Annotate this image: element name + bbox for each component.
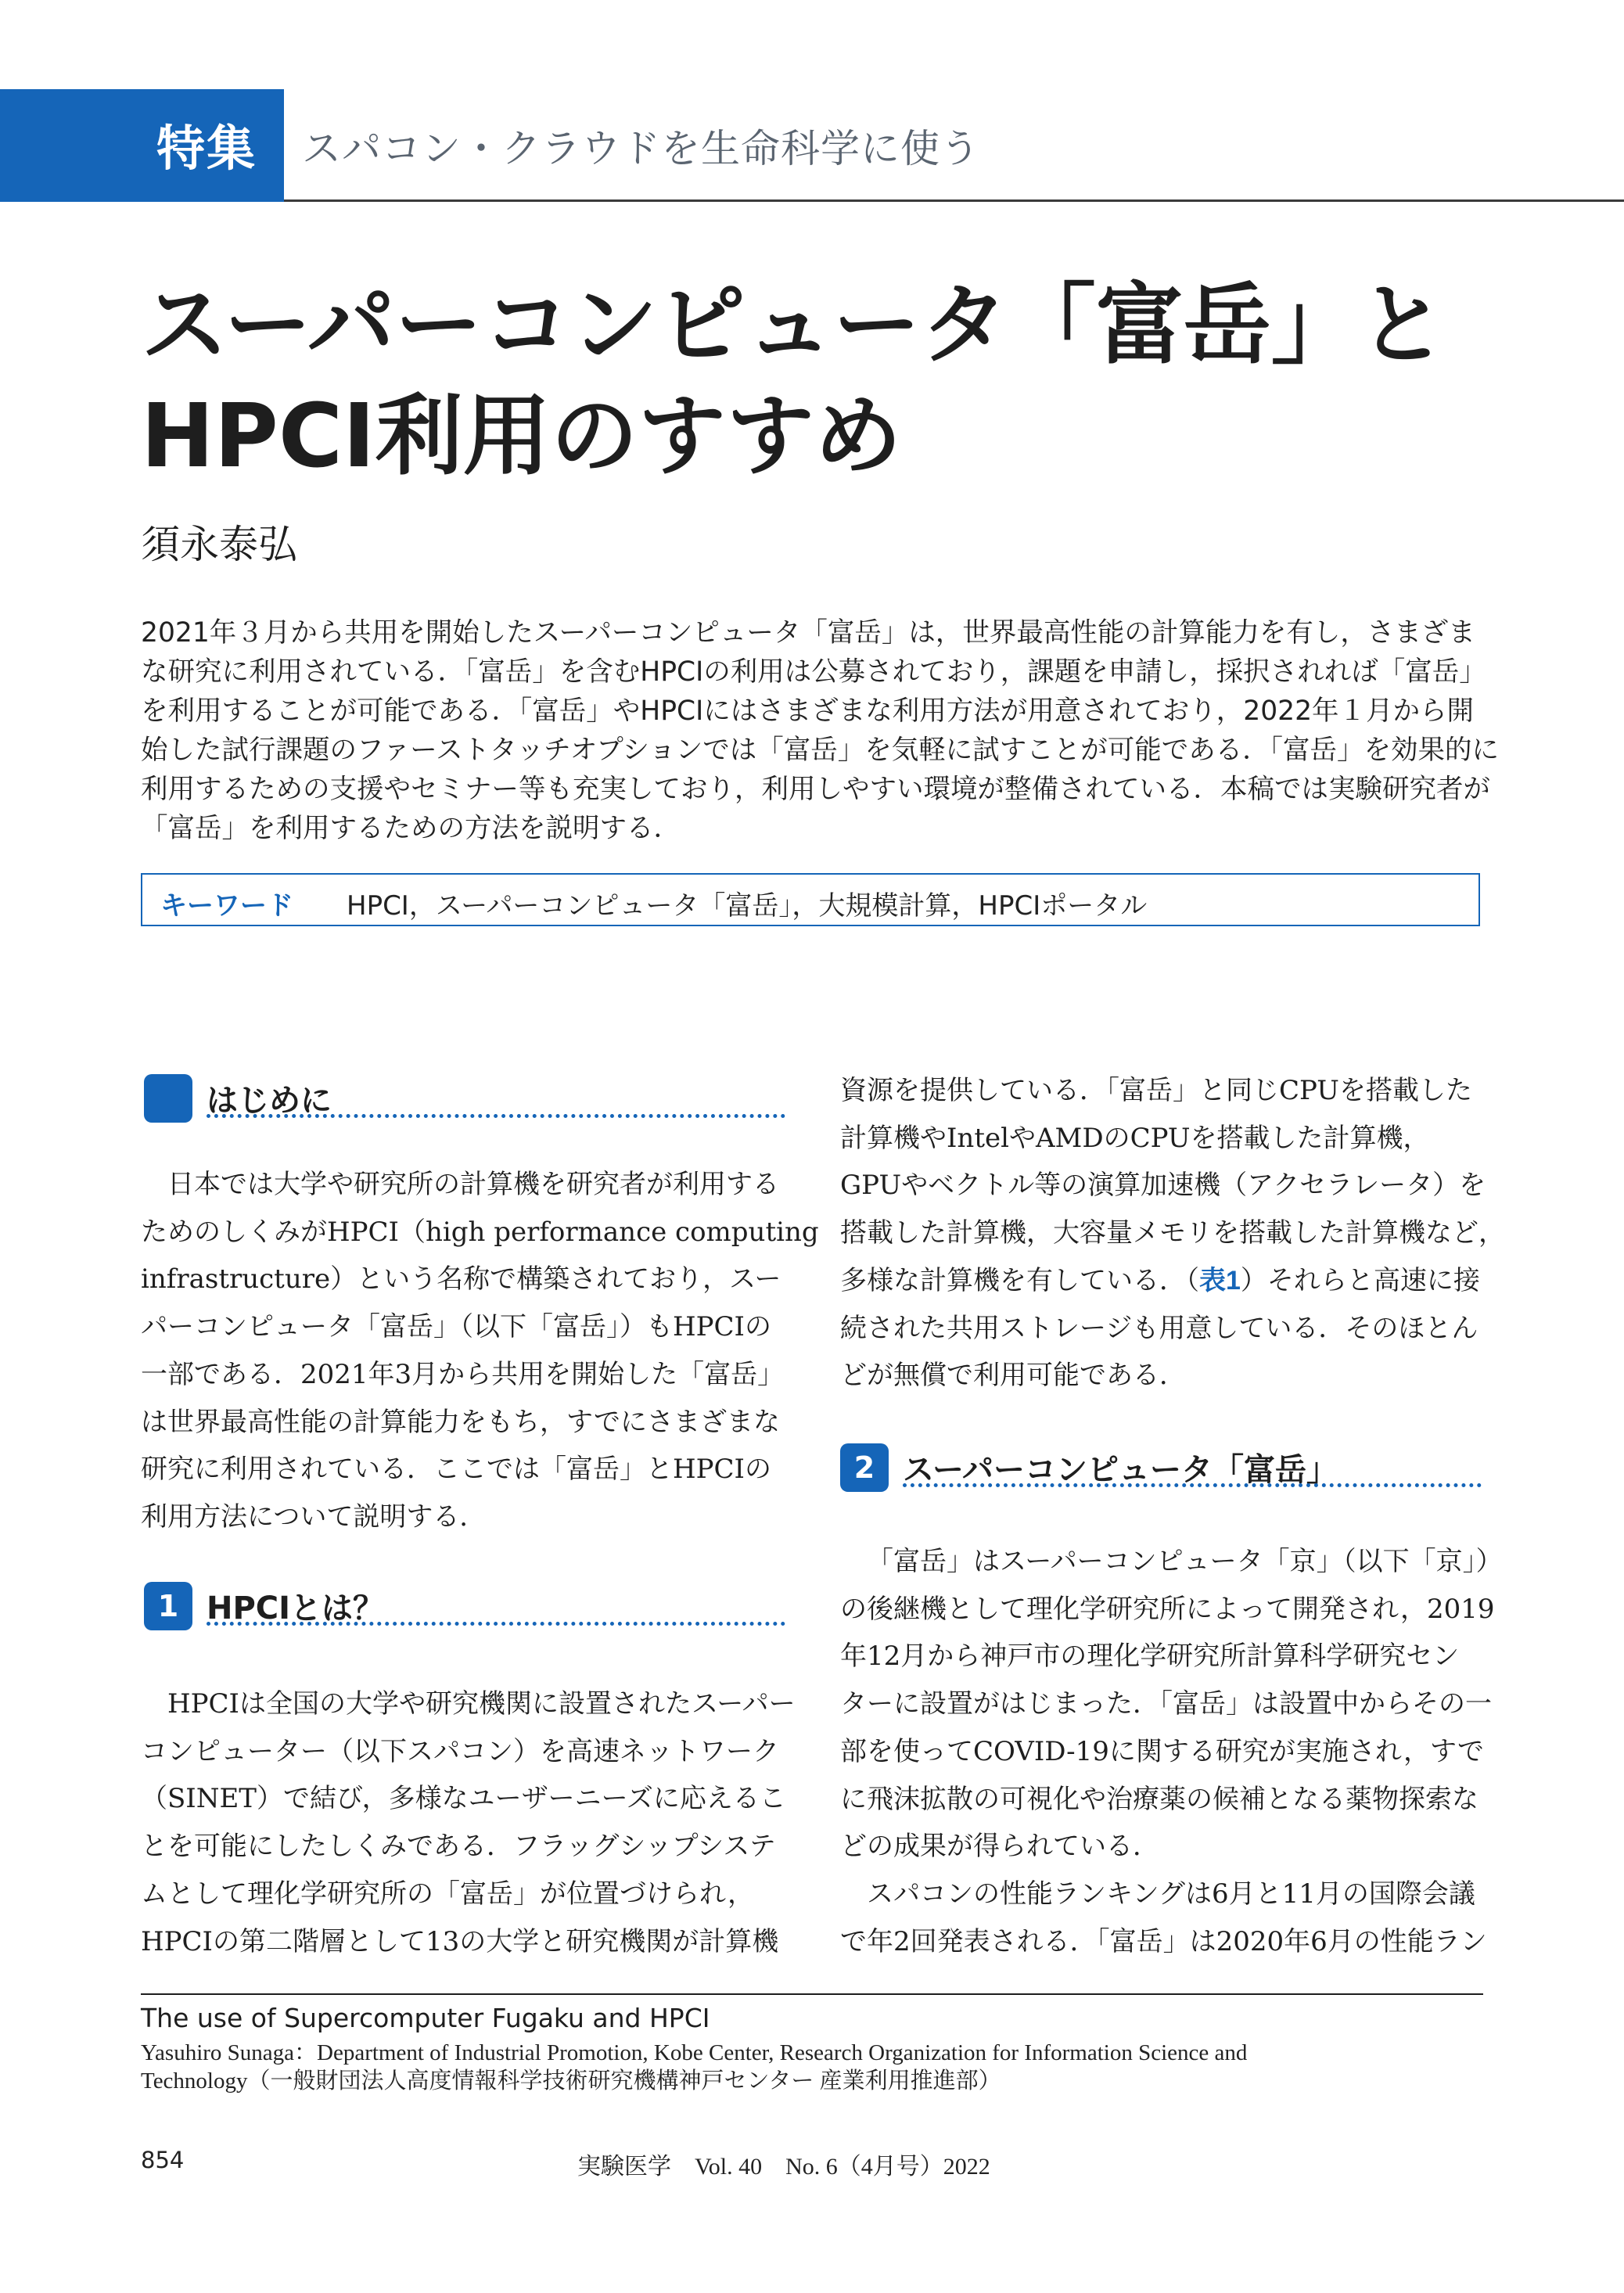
body-line: （SINET）で結び，多様なユーザーニーズに応えるこ [141, 1783, 786, 1815]
body-line: 研究に利用されている．ここでは「富岳」とHPCIの [141, 1454, 771, 1486]
abstract-line: 2021年３月から共用を開始したスーパーコンピュータ「富岳」は，世界最高性能の計算能力を有し，さまざま [141, 617, 1475, 649]
author-name: 須永泰弘 [141, 522, 297, 567]
article-title-line: HPCI利用のすすめ [141, 386, 902, 487]
section-underline-2 [903, 1483, 1482, 1487]
abstract-line: を利用することが可能である．「富岳」やHPCIにはさまざまな利用方法が用意されており，2022年１月から開 [141, 695, 1475, 727]
footer-rule [141, 1993, 1483, 1995]
section-number-1: 1 [144, 1582, 192, 1630]
body-line: HPCIは全国の大学や研究機関に設置されたスーパー [167, 1688, 796, 1720]
body-line: 日本では大学や研究所の計算機を研究者が利用する [167, 1169, 779, 1200]
abstract-line: 利用するための支援やセミナー等も充実しており，利用しやすい環境が整備されている．本稿では実験研究者が [141, 774, 1490, 805]
body-line-with-ref [840, 1257, 1489, 1305]
section-title-2: スーパーコンピュータ「富岳」 [903, 1452, 1338, 1488]
body-line: ためのしくみがHPCI（high performance computing [141, 1216, 819, 1248]
section-1-paragraph [141, 1680, 796, 1965]
body-line: 資源を提供している．「富岳」と同じCPUを搭載した [840, 1075, 1472, 1106]
feature-label: 特集 [156, 120, 257, 177]
body-text: ）それらと高速に接 [1240, 1264, 1480, 1296]
body-line: GPUやベクトル等の演算加速機（アクセラレータ）を [840, 1170, 1486, 1202]
body-line: 年12月から神戸市の理化学研究所計算科学研究セン [840, 1641, 1460, 1673]
abstract-line: 「富岳」を利用するための方法を説明する． [141, 813, 681, 844]
body-line: 利用方法について説明する． [141, 1501, 487, 1533]
section-title-1: HPCIとは？ [207, 1590, 385, 1626]
section-1-continuation [840, 1067, 1505, 1400]
body-line: ムとして理化学研究所の「富岳」が位置づけられ， [141, 1878, 755, 1910]
section-underline-intro [207, 1114, 785, 1118]
intro-paragraph [141, 1161, 819, 1541]
body-line: どの成果が得られている． [840, 1831, 1159, 1863]
journal-citation: 実験医学 Vol. 40 No. 6（4月号）2022 [577, 2154, 990, 2180]
body-line: コンピューター（以下スパコン）を高速ネットワーク [141, 1735, 779, 1767]
body-line: は世界最高性能の計算能力をもち，すでにさまざまな [141, 1406, 781, 1438]
section-title-intro: はじめに [207, 1083, 332, 1119]
feature-title: スパコン・クラウドを生命科学に使う [302, 126, 980, 171]
body-line: 「富岳」はスーパーコンピュータ「京」（以下「京」） [867, 1546, 1503, 1577]
header-rule [284, 199, 1624, 202]
body-line: スパコンの性能ランキングは6月と11月の国際会議 [867, 1878, 1475, 1910]
abstract-line: 始した試行課題のファーストタッチオプションでは「富岳」を気軽に試すことが可能である．「富岳」を効果的に [141, 735, 1500, 766]
body-line: とを可能にしたしくみである．フラッグシップシステ [141, 1831, 776, 1863]
body-line: 計算機やIntelやAMDのCPUを搭載した計算機， [840, 1122, 1430, 1154]
section-2-paragraph [840, 1538, 1503, 1965]
keywords-label: キーワード [160, 890, 293, 922]
article-title [141, 270, 1518, 492]
body-line: 一部である．2021年3月から共用を開始した「富岳」 [141, 1358, 785, 1390]
body-line: で年2回発表される．「富岳」は2020年6月の性能ラン [840, 1925, 1487, 1957]
body-line: どが無償で利用可能である． [840, 1360, 1186, 1392]
affiliation-line: Technology（一般財団法人高度情報科学技術研究機構神戸センター 産業利用推進部） [141, 2068, 1001, 2094]
body-line: に飛沫拡散の可視化や治療薬の候補となる薬物探索な [840, 1783, 1478, 1815]
body-line: HPCIの第二階層として13の大学と研究機関が計算機 [141, 1925, 779, 1957]
article-title-line: スーパーコンピュータ「富岳」と [141, 275, 1446, 376]
body-line: パーコンピュータ「富岳」（以下「富岳」）もHPCIの [141, 1311, 771, 1343]
section-marker-intro [144, 1074, 192, 1123]
table-1-reference-link[interactable]: 表1 [1199, 1265, 1241, 1296]
page-number: 854 [141, 2147, 185, 2173]
body-line: ターに設置がはじまった．「富岳」は設置中からその一 [840, 1688, 1492, 1720]
body-line: 続された共用ストレージも用意している．そのほとん [840, 1312, 1478, 1344]
section-underline-1 [207, 1622, 785, 1626]
body-line: 部を使ってCOVID-19に関する研究が実施され，すで [840, 1735, 1484, 1767]
english-title: The use of Supercomputer Fugaku and HPCI [141, 2003, 710, 2033]
body-text: 多様な計算機を有している．（ [840, 1264, 1199, 1296]
body-line: infrastructure）という名称で構築されており，スー [141, 1263, 781, 1296]
keywords-text: HPCI，スーパーコンピュータ「富岳」，大規模計算，HPCIポータル [347, 890, 1148, 922]
abstract-line: な研究に利用されている．「富岳」を含むHPCIの利用は公募されており，課題を申請し，採択されれば「富岳」 [141, 656, 1486, 688]
affiliation-line: Yasuhiro Sunaga：Department of Industrial Promotion, Kobe Center, Research Organization for Information Science and [141, 2040, 1248, 2065]
author-affiliation [141, 2039, 1483, 2095]
section-number-2: 2 [840, 1443, 889, 1492]
body-line: の後継機として理化学研究所によって開発され，2019 [840, 1593, 1495, 1625]
abstract [141, 613, 1500, 848]
body-line: 搭載した計算機，大容量メモリを搭載した計算機など， [840, 1217, 1505, 1249]
